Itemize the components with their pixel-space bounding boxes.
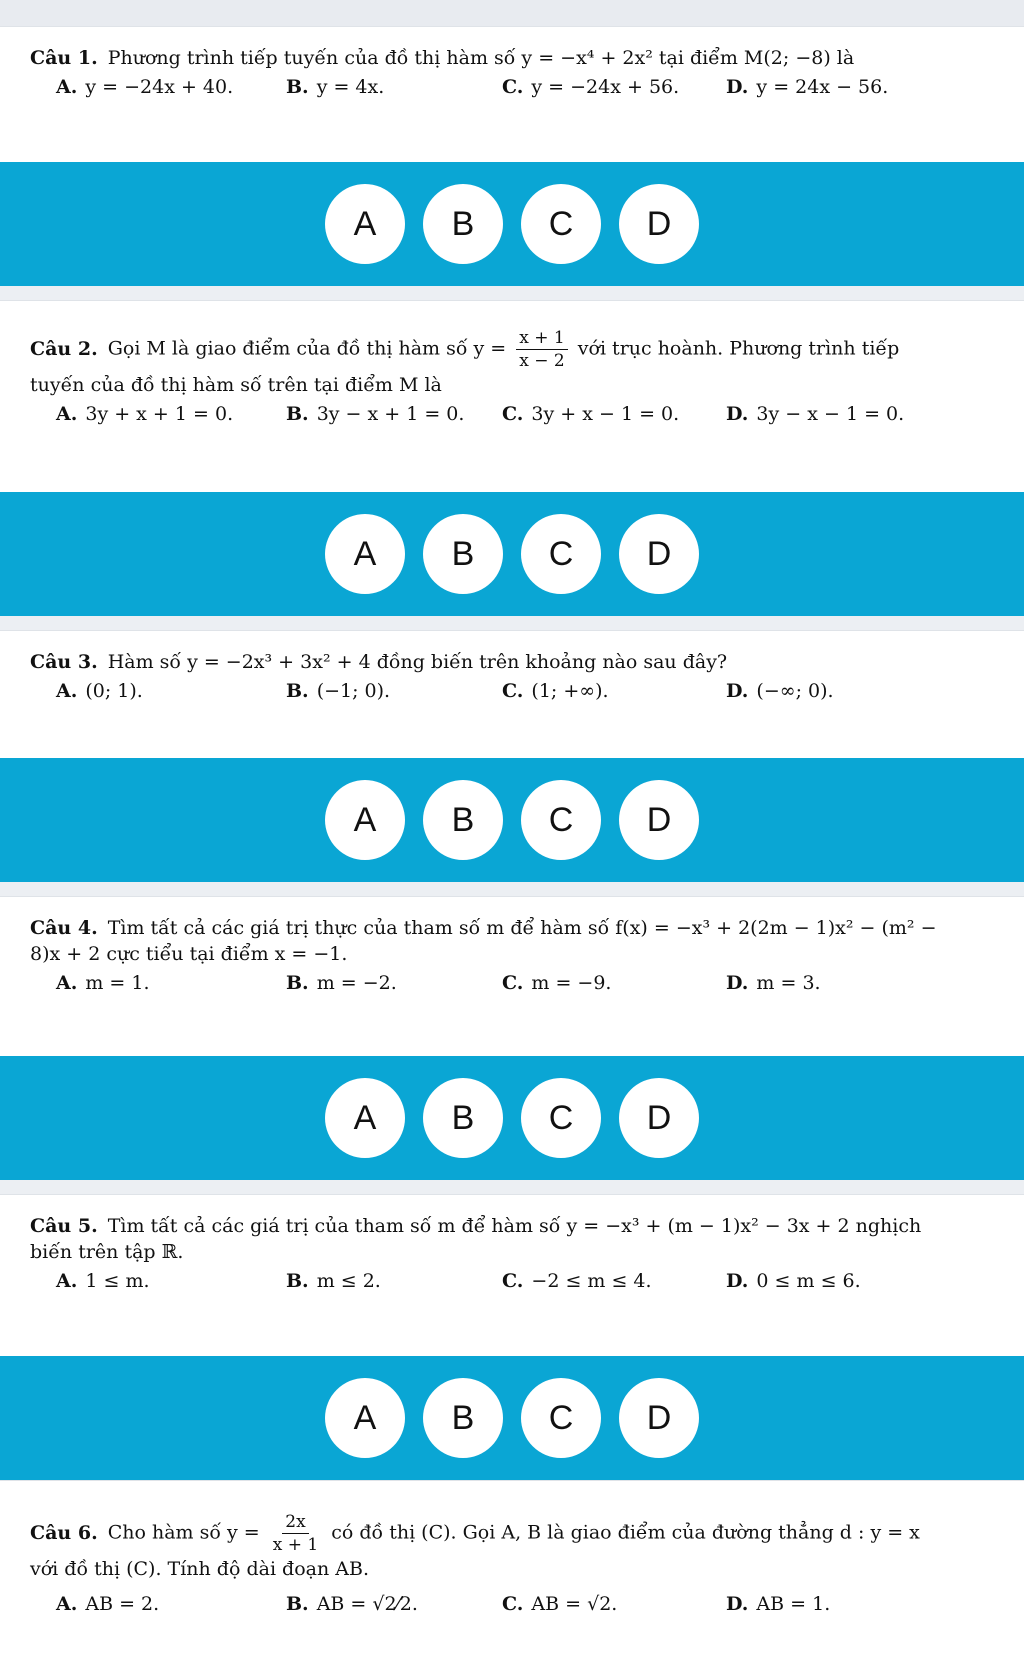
question-number: Câu 4. xyxy=(30,917,98,939)
option-c: C. (1; +∞). xyxy=(502,680,609,702)
question-1 xyxy=(0,26,1024,162)
option-a: A. 3y + x + 1 = 0. xyxy=(56,403,234,425)
option-b: B. m ≤ 2. xyxy=(286,1270,381,1292)
answer-button-a[interactable]: A xyxy=(325,514,405,594)
answer-button-c[interactable]: C xyxy=(521,780,601,860)
option-c: C. AB = √2. xyxy=(502,1593,618,1615)
answer-band-2 xyxy=(0,492,1024,616)
answer-button-d[interactable]: D xyxy=(619,184,699,264)
option-c: C. −2 ≤ m ≤ 4. xyxy=(502,1270,652,1292)
option-d: D. (−∞; 0). xyxy=(726,680,834,702)
question-2: Câu 2. Gọi M là giao điểm của đồ thị hàm số y = $\frac{x + 1}{x - 2}$ với trục hoành. Phương trình tiếp tuyến của đồ thị hàm số trên tại điểm M là A. 3y + x + 1 = 0. B. 3y − x + 1 = 0. C. 3y + x − 1 = 0. D. 3y − x − 1 = 0. xyxy=(0,300,1024,492)
options-row xyxy=(30,400,994,428)
answer-band-3 xyxy=(0,758,1024,882)
answer-button-b[interactable]: B xyxy=(423,184,503,264)
option-b: B. (−1; 0). xyxy=(286,680,391,702)
answer-button-c[interactable]: C xyxy=(521,184,601,264)
answer-button-b[interactable]: B xyxy=(423,1378,503,1458)
answer-button-a[interactable]: A xyxy=(325,184,405,264)
option-d: D. 0 ≤ m ≤ 6. xyxy=(726,1270,861,1292)
option-c: C. 3y + x − 1 = 0. xyxy=(502,403,680,425)
question-number: Câu 6. xyxy=(30,1521,98,1544)
answer-band-5 xyxy=(0,1356,1024,1480)
question-number: Câu 1. xyxy=(30,47,98,69)
answer-button-c[interactable]: C xyxy=(521,1378,601,1458)
question-5 xyxy=(0,1194,1024,1356)
option-a: A. AB = 2. xyxy=(56,1593,160,1615)
option-d: D. m = 3. xyxy=(726,972,821,994)
question-number: Câu 3. xyxy=(30,651,98,673)
option-c: C. m = −9. xyxy=(502,972,612,994)
question-6: Câu 6. Cho hàm số y = $\frac{2x}{x + 1}$ có đồ thị (C). Gọi A, B là giao điểm của đường thẳng d : y = x với đồ thị (C). Tính độ dài đoạn AB. A. AB = 2. B. AB = √2⁄2. C. AB = √2. D. AB = 1. xyxy=(0,1480,1024,1670)
option-b: B. AB = √2⁄2. xyxy=(286,1593,418,1615)
options-row xyxy=(30,969,994,997)
question-text: Gọi M là giao điểm của đồ thị hàm số y = xyxy=(107,337,507,360)
top-strip xyxy=(0,0,1024,27)
option-a: A. (0; 1). xyxy=(56,680,143,702)
question-number: Câu 2. xyxy=(30,337,98,360)
option-d: D. AB = 1. xyxy=(726,1593,831,1615)
option-a: A. 1 ≤ m. xyxy=(56,1270,150,1292)
question-text: Hàm số y = −2x³ + 3x² + 4 đồng biến trên khoảng nào sau đây? xyxy=(107,651,728,673)
answer-button-d[interactable]: D xyxy=(619,1378,699,1458)
question-text: Tìm tất cả các giá trị thực của tham số m để hàm số f(x) = −x³ + 2(2m − 1)x² − (m² − xyxy=(107,917,937,939)
answer-button-a[interactable]: A xyxy=(325,1078,405,1158)
answer-button-b[interactable]: B xyxy=(423,780,503,860)
question-text-line2: 8)x + 2 cực tiểu tại điểm x = −1. xyxy=(30,943,348,965)
answer-band-1 xyxy=(0,162,1024,286)
answer-button-d[interactable]: D xyxy=(619,514,699,594)
option-b: B. m = −2. xyxy=(286,972,397,994)
question-text-line2: với đồ thị (C). Tính độ dài đoạn AB. xyxy=(30,1558,369,1580)
option-d: D. y = 24x − 56. xyxy=(726,76,889,98)
options-row xyxy=(30,677,994,705)
option-a: A. y = −24x + 40. xyxy=(56,76,234,98)
question-text: Tìm tất cả các giá trị của tham số m để hàm số y = −x³ + (m − 1)x² − 3x + 2 nghịch xyxy=(107,1215,922,1237)
answer-button-d[interactable]: D xyxy=(619,780,699,860)
fraction: $\frac{x + 1}{x - 2}$ xyxy=(516,327,567,372)
options-row xyxy=(30,73,994,101)
answer-button-d[interactable]: D xyxy=(619,1078,699,1158)
fraction: $\frac{2x}{x + 1}$ xyxy=(272,1512,319,1555)
question-number: Câu 5. xyxy=(30,1215,98,1237)
answer-button-b[interactable]: B xyxy=(423,514,503,594)
question-text-line2: tuyến của đồ thị hàm số trên tại điểm M là xyxy=(30,374,442,396)
answer-band-4 xyxy=(0,1056,1024,1180)
option-d: D. 3y − x − 1 = 0. xyxy=(726,403,905,425)
question-text-line2: biến trên tập ℝ. xyxy=(30,1241,184,1263)
question-3 xyxy=(0,630,1024,758)
option-a: A. m = 1. xyxy=(56,972,150,994)
option-c: C. y = −24x + 56. xyxy=(502,76,680,98)
question-4 xyxy=(0,896,1024,1056)
answer-button-a[interactable]: A xyxy=(325,1378,405,1458)
question-text: Phương trình tiếp tuyến của đồ thị hàm số y = −x⁴ + 2x² tại điểm M(2; −8) là xyxy=(107,47,855,69)
options-row xyxy=(30,1267,994,1295)
options-row xyxy=(30,1590,994,1618)
answer-button-a[interactable]: A xyxy=(325,780,405,860)
answer-button-c[interactable]: C xyxy=(521,1078,601,1158)
answer-button-c[interactable]: C xyxy=(521,514,601,594)
answer-button-b[interactable]: B xyxy=(423,1078,503,1158)
option-b: B. 3y − x + 1 = 0. xyxy=(286,403,465,425)
option-b: B. y = 4x. xyxy=(286,76,385,98)
question-text: Cho hàm số y = xyxy=(107,1521,260,1544)
